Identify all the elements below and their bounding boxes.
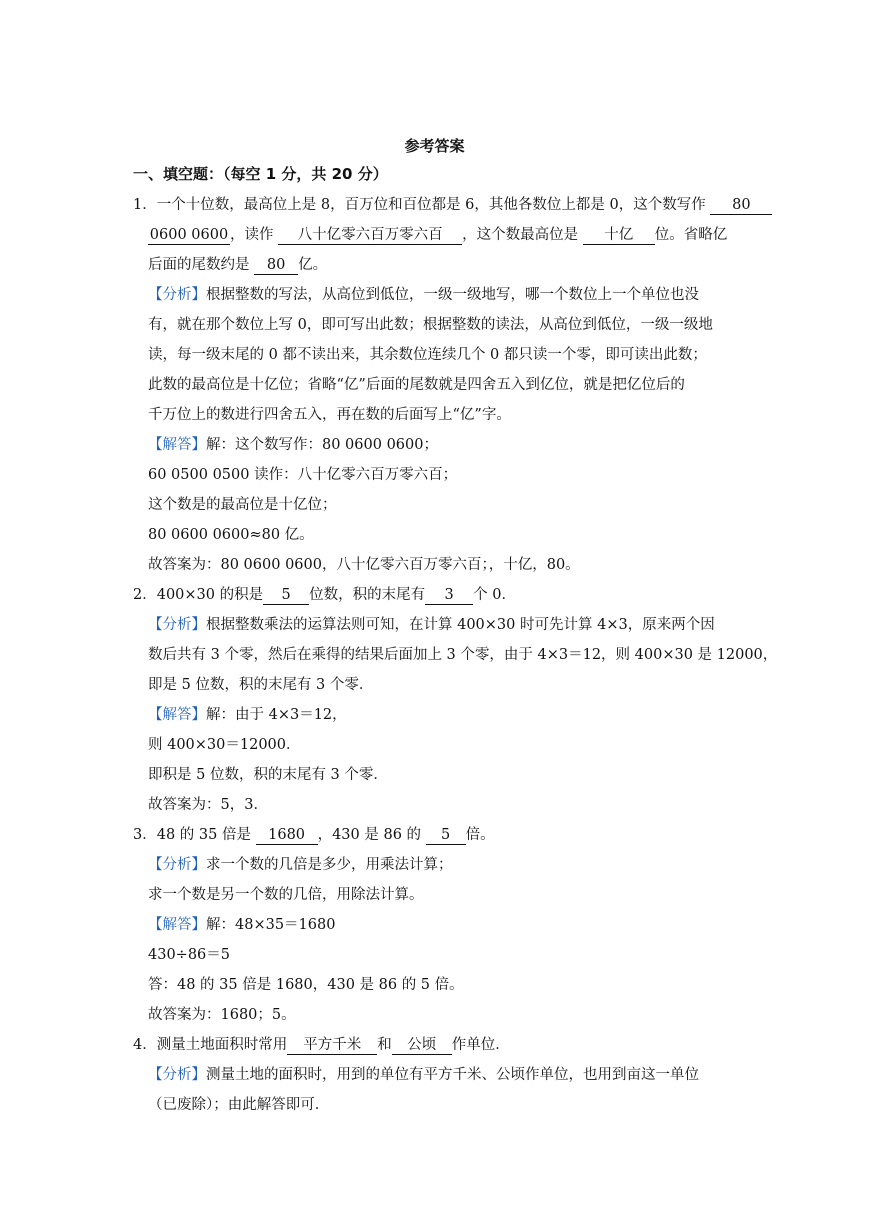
analysis-line: 数后共有 3 个零，然后在乘得的结果后面加上 3 个零，由于 4×3＝12，则 400×30 是 12000，: [148, 647, 778, 663]
analysis-line: 求一个数是另一个数的几倍，用除法计算。: [148, 887, 424, 903]
solution-line: 答：48 的 35 倍是 1680，430 是 86 的 5 倍。: [148, 977, 464, 993]
q3-line-1: 3．48 的 35 倍是 1680 ，430 是 86 的 5 倍。: [133, 827, 495, 843]
q1-line-1: 1．一个十位数，最高位上是 8，百万位和百位都是 6，其他各数位上都是 0，这个数写作 80: [133, 195, 772, 215]
analysis-line: 此数的最高位是十亿位；省略“亿”后面的尾数就是四舍五入到亿位，就是把亿位后的: [148, 377, 685, 393]
answer-blank: 3: [425, 586, 473, 605]
analysis-line: 读，每一级末尾的 0 都不读出来，其余数位连续几个 0 都只读一个零，即可读出此数；: [148, 347, 707, 363]
section-heading: 一、填空题：（每空 1 分，共 20 分）: [133, 165, 388, 183]
question-number: 4．: [133, 1037, 157, 1053]
answer-blank: 1680: [256, 826, 318, 845]
solution-line: 【解答】解：48×35＝1680: [148, 917, 336, 933]
question-number: 2．: [133, 587, 157, 603]
analysis-tag: 【分析】: [148, 857, 206, 873]
solution-tag: 【解答】: [148, 917, 206, 933]
solution-line: 【解答】解：由于 4×3＝12，: [148, 707, 347, 723]
answer-blank: 80: [254, 256, 298, 275]
q2-line-1: 2．400×30 的积是 5 位数，积的末尾有 3 个 0．: [133, 587, 516, 603]
answer-blank: 公顷: [392, 1036, 452, 1055]
analysis-tag: 【分析】: [148, 617, 206, 633]
analysis-tag: 【分析】: [148, 287, 206, 303]
solution-line: 60 0500 0500 读作：八十亿零六百万零六百；: [148, 467, 458, 483]
solution-line: 这个数是的最高位是十亿位；: [148, 497, 337, 513]
answer-blank: 十亿: [583, 226, 655, 245]
answer-blank: 平方千米: [287, 1036, 377, 1055]
solution-line: 故答案为：5，3．: [148, 797, 268, 813]
analysis-line: 【分析】求一个数的几倍是多少，用乘法计算；: [148, 857, 453, 873]
solution-line: 【解答】解：这个数写作：80 0600 0600；: [148, 437, 438, 453]
solution-line: 430÷86＝5: [148, 947, 231, 963]
q4-line-1: 4．测量土地面积时常用 平方千米 和 公顷 作单位．: [133, 1037, 510, 1053]
solution-line: 80 0600 0600≈80 亿。: [148, 527, 314, 543]
analysis-tag: 【分析】: [148, 1067, 206, 1083]
analysis-line: 即是 5 位数，积的末尾有 3 个零．: [148, 677, 374, 693]
q1-line-3: 后面的尾数约是 80 亿。: [148, 257, 328, 273]
solution-line: 则 400×30＝12000．: [148, 737, 301, 753]
q1-line-2: 0600 0600 ，读作 八十亿零六百万零六百 ，这个数最高位是 十亿 位。省略亿: [149, 227, 728, 243]
page-title: 参考答案: [404, 137, 465, 155]
solution-line: 故答案为：1680；5。: [148, 1007, 296, 1023]
analysis-line: 千万位上的数进行四舍五入，再在数的后面写上“亿”字。: [148, 407, 511, 423]
question-number: 1．: [133, 197, 157, 213]
analysis-line: 有，就在那个数位上写 0，即可写出此数；根据整数的读法，从高位到低位，一级一级地: [148, 317, 713, 333]
answer-blank: 80: [710, 196, 772, 215]
analysis-line: 【分析】根据整数乘法的运算法则可知，在计算 400×30 时可先计算 4×3，原来两个因: [148, 617, 715, 633]
answer-blank: 八十亿零六百万零六百: [278, 226, 462, 245]
question-number: 3．: [133, 827, 157, 843]
analysis-line: 【分析】测量土地的面积时，用到的单位有平方千米、公顷作单位，也用到亩这一单位: [148, 1067, 699, 1083]
solution-tag: 【解答】: [148, 437, 206, 453]
solution-tag: 【解答】: [148, 707, 206, 723]
analysis-line: 【分析】根据整数的写法，从高位到低位，一级一级地写，哪一个数位上一个单位也没: [148, 287, 699, 303]
answer-blank: 5: [263, 586, 309, 605]
solution-line: 即积是 5 位数，积的末尾有 3 个零．: [148, 767, 388, 783]
answer-blank: 5: [426, 826, 466, 845]
solution-line: 故答案为：80 0600 0600，八十亿零六百万零六百；，十亿，80。: [148, 557, 580, 573]
answer-blank: 0600 0600: [149, 227, 229, 243]
analysis-line: （已废除）；由此解答即可．: [148, 1097, 330, 1113]
